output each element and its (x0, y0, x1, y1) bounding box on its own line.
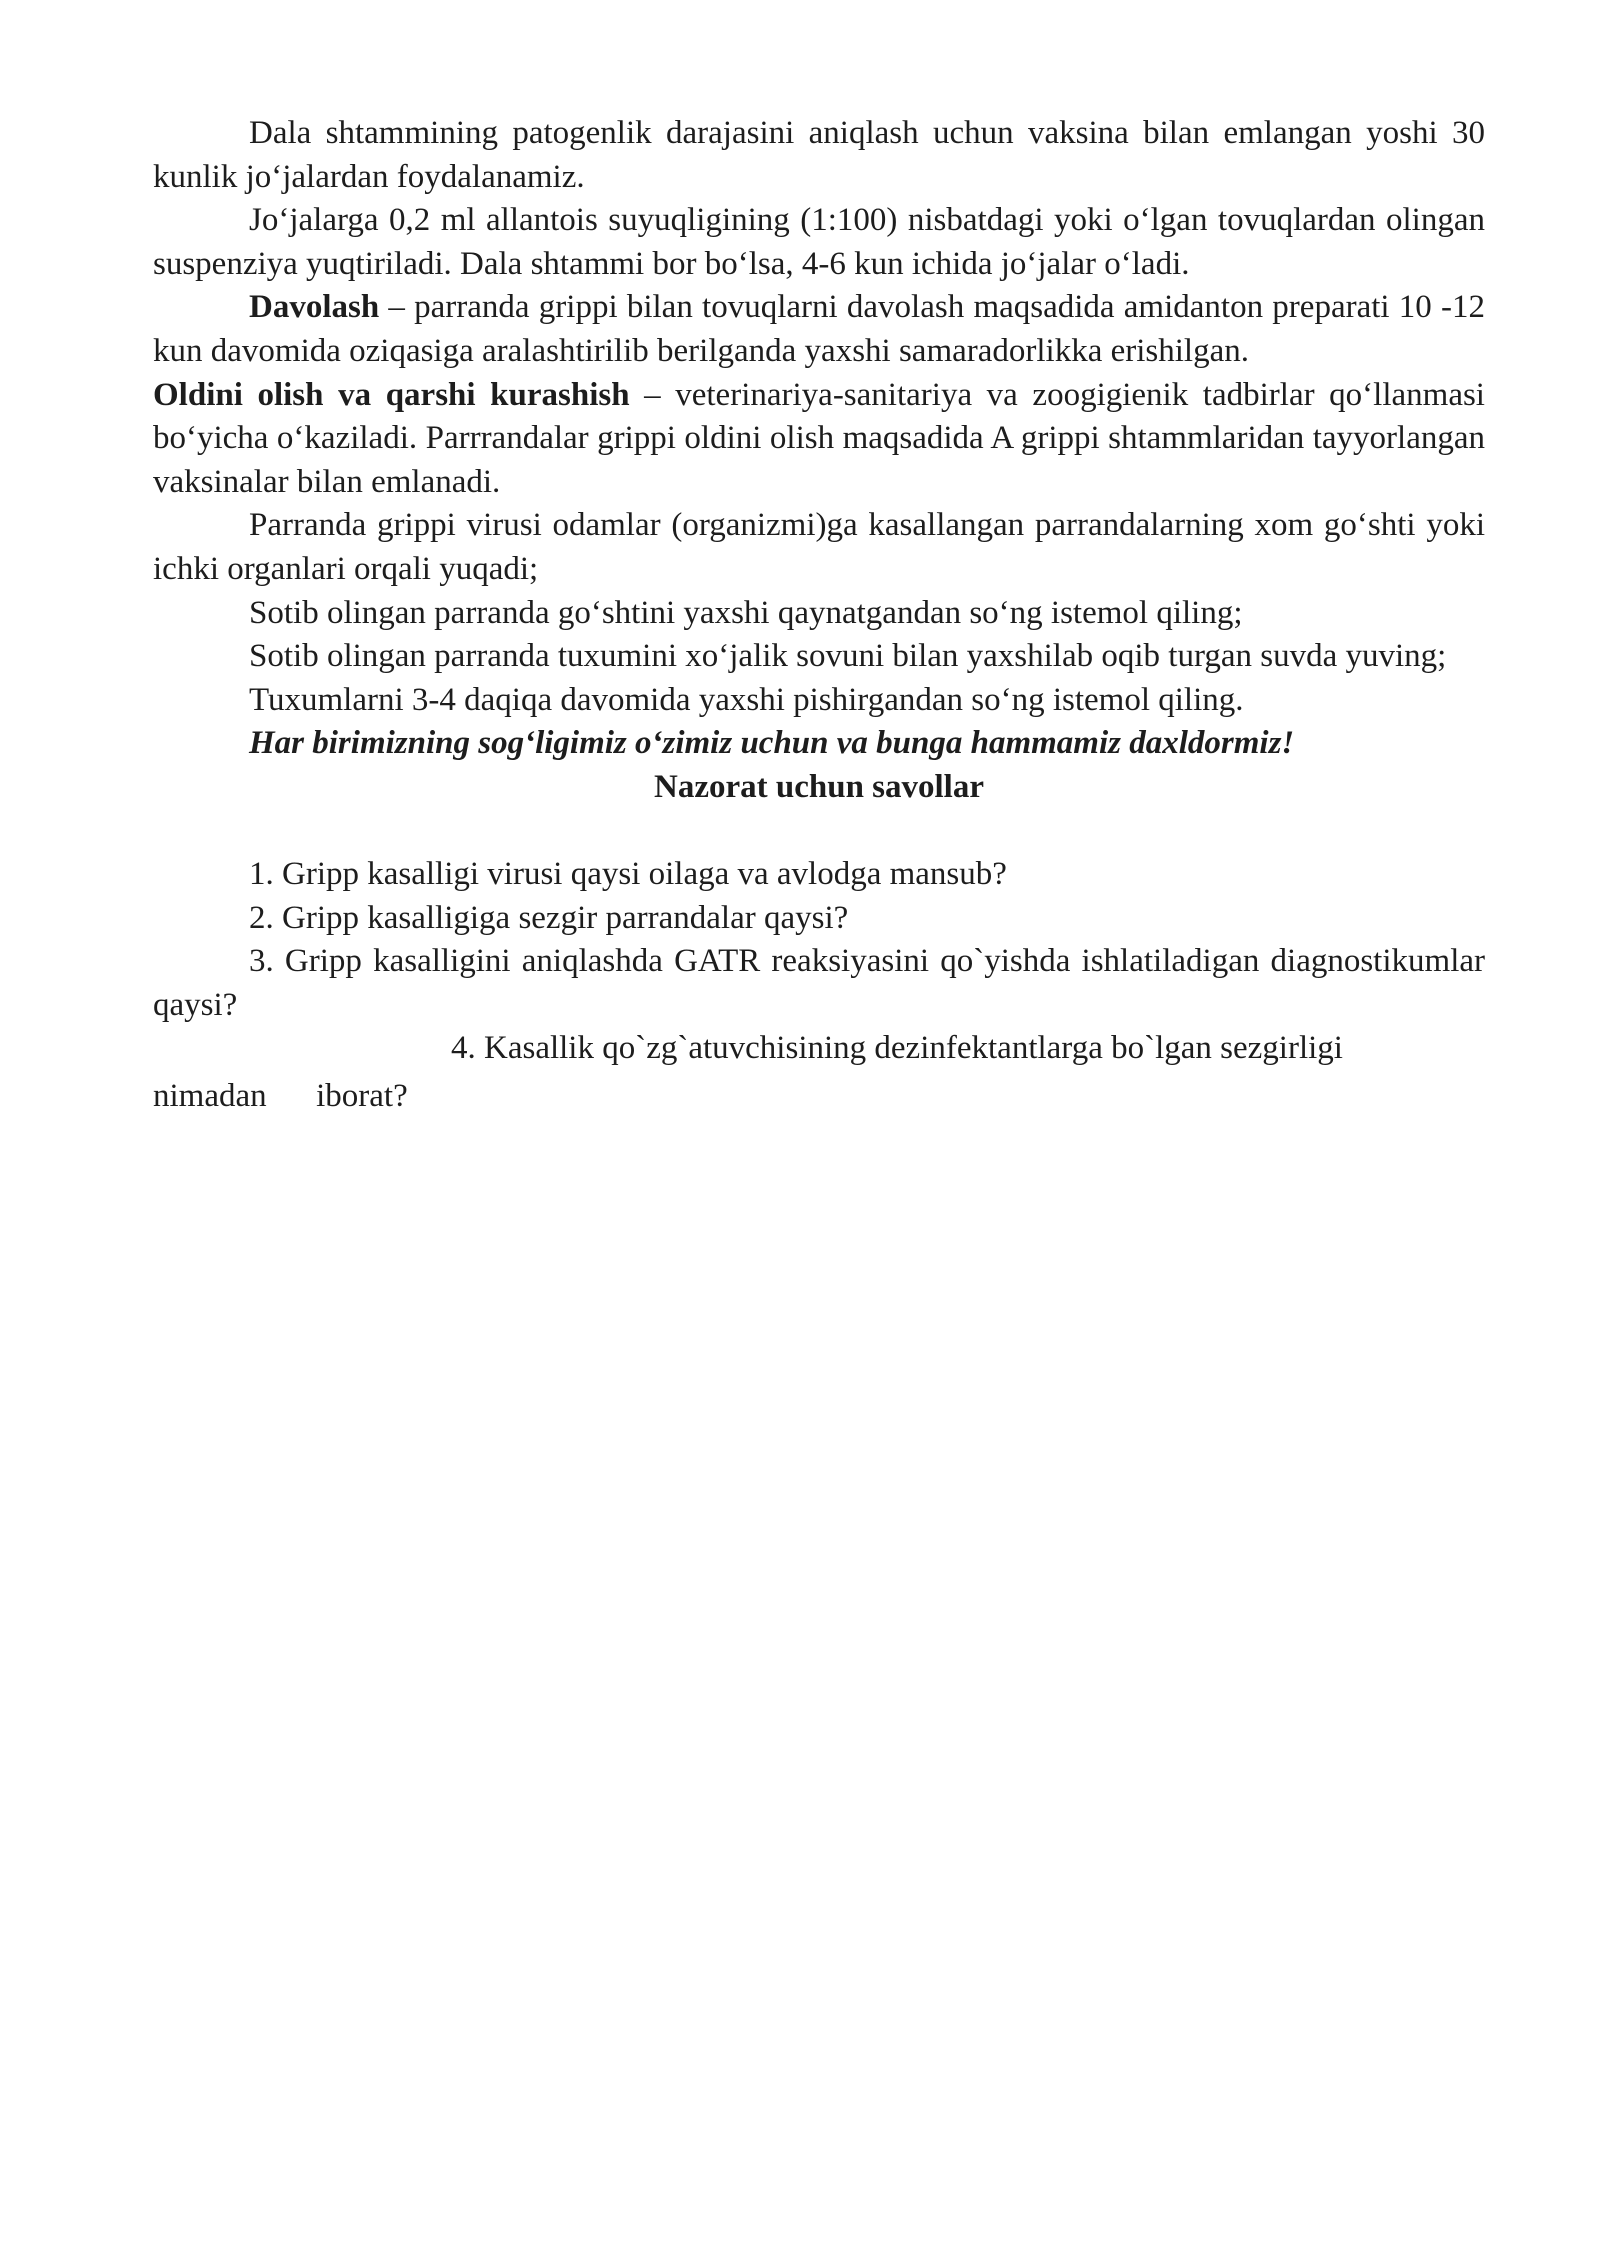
question-1: 1. Gripp kasalligi virusi qaysi oilaga va avlodga mansub? (249, 856, 1007, 893)
paragraph-transmission: Parranda grippi virusi odamlar (organizmi)ga kasallangan parrandalarning xom go‘shti yoki ichki organlari orqali yuqadi; (153, 507, 1485, 587)
paragraph-prevention (153, 374, 1485, 505)
paragraph-infection-method: Jo‘jalarga 0,2 ml allantois suyuqligining (1:100) nisbatdagi yoki o‘lgan tovuqlardan olingan suspenziya yuqtiriladi. Dala shtammi bor bo‘lsa, 4-6 kun ichida jo‘jalar o‘ladi. (153, 202, 1485, 282)
question-3: 3. Gripp kasalligini aniqlashda GATR reaksiyasini qo`yishda ishlatiladigan diagnostikumlar qaysi? (153, 943, 1485, 1023)
prevention-text: – veterinariya-sanitariya va zoogigienik tadbirlar qo‘llanmasi bo‘yicha o‘kaziladi. Parrrandalar grippi oldini olish maqsadida A grippi shtammlaridan tayyorlangan vaksinalar bilan emlanadi. (153, 376, 1485, 500)
paragraph-treatment (153, 286, 1485, 373)
paragraph-advice-meat: Sotib olingan parranda go‘shtini yaxshi qaynatgandan so‘ng istemol qiling; (249, 594, 1243, 631)
section-title: Nazorat uchun savollar (654, 768, 984, 805)
question-4-continuation: nimadan iborat? (153, 1078, 408, 1115)
question-4: 4. Kasallik qo`zg`atuvchisining dezinfektantlarga bo`lgan sezgirligi (451, 1030, 1343, 1067)
question-2: 2. Gripp kasalligiga sezgir parrandalar qaysi? (249, 899, 849, 936)
paragraph-advice-eggs-wash: Sotib olingan parranda tuxumini xo‘jalik sovuni bilan yaxshilab oqib turgan suvda yuving; (249, 638, 1447, 675)
blank-line (153, 810, 1485, 854)
slogan: Har birimizning sog‘ligimiz o‘zimiz uchun va bunga hammamiz daxldormiz! (249, 725, 1295, 762)
treatment-text: – parranda grippi bilan tovuqlarni davolash maqsadida amidanton preparati 10 -12 kun davomida oziqasiga aralashtirilib berilganda yaxshi samaradorlikka erishilgan. (153, 289, 1485, 369)
prevention-heading: Oldini olish va qarshi kurashish (153, 376, 630, 413)
paragraph-strain-pathogenicity: Dala shtammining patogenlik darajasini aniqlash uchun vaksina bilan emlangan yoshi 30 kunlik jo‘jalardan foydalanamiz. (153, 115, 1485, 195)
treatment-heading: Davolash (249, 289, 380, 326)
document-page (153, 112, 1485, 1119)
paragraph-advice-eggs-cook: Tuxumlarni 3-4 daqiqa davomida yaxshi pishirgandan so‘ng istemol qiling. (249, 681, 1244, 718)
